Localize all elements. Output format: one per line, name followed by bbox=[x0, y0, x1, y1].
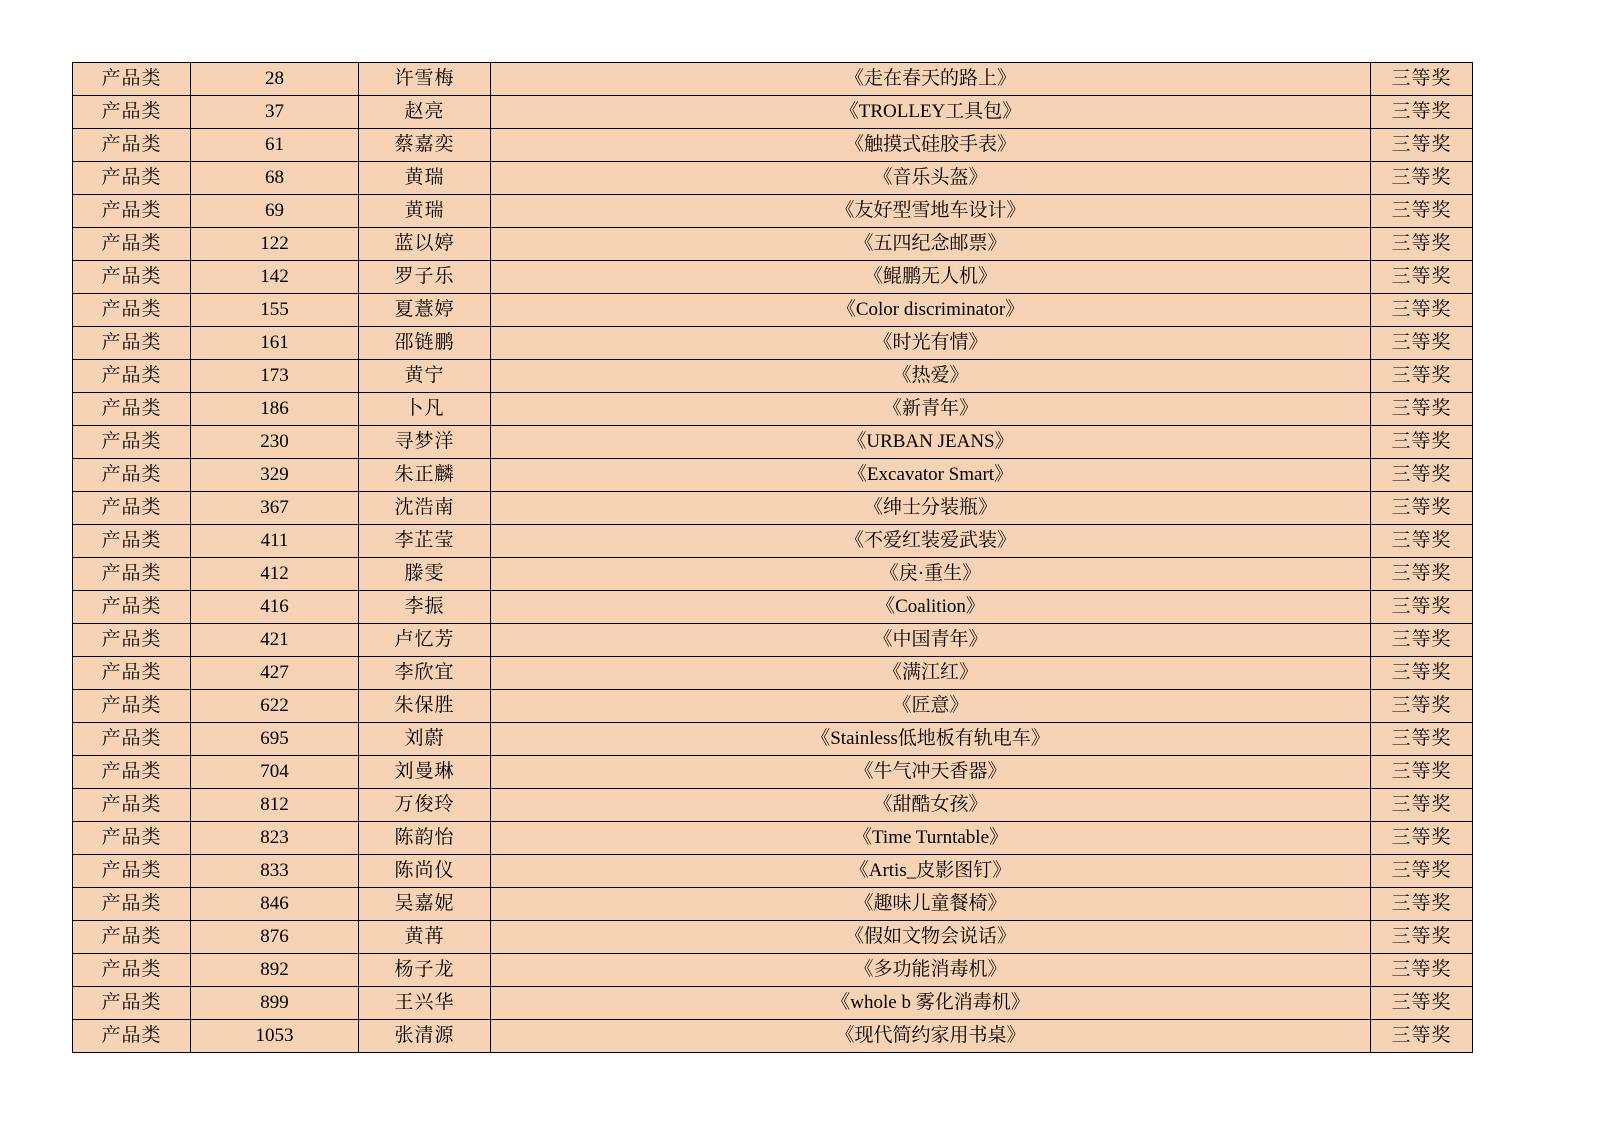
cell-author: 王兴华 bbox=[359, 987, 491, 1020]
cell-number: 173 bbox=[191, 360, 359, 393]
cell-category: 产品类 bbox=[73, 624, 191, 657]
cell-title: 《新青年》 bbox=[491, 393, 1371, 426]
table-row bbox=[73, 162, 1473, 195]
cell-award: 三等奖 bbox=[1371, 96, 1473, 129]
cell-title: 《走在春天的路上》 bbox=[491, 63, 1371, 96]
cell-award: 三等奖 bbox=[1371, 855, 1473, 888]
cell-award: 三等奖 bbox=[1371, 888, 1473, 921]
cell-title: 《多功能消毒机》 bbox=[491, 954, 1371, 987]
cell-title: 《热爱》 bbox=[491, 360, 1371, 393]
cell-title: 《时光有情》 bbox=[491, 327, 1371, 360]
cell-number: 28 bbox=[191, 63, 359, 96]
cell-number: 155 bbox=[191, 294, 359, 327]
cell-title: 《Artis_皮影图钉》 bbox=[491, 855, 1371, 888]
cell-award: 三等奖 bbox=[1371, 327, 1473, 360]
cell-author: 赵亮 bbox=[359, 96, 491, 129]
cell-category: 产品类 bbox=[73, 954, 191, 987]
cell-category: 产品类 bbox=[73, 459, 191, 492]
table-row bbox=[73, 657, 1473, 690]
table-row bbox=[73, 558, 1473, 591]
cell-award: 三等奖 bbox=[1371, 822, 1473, 855]
cell-award: 三等奖 bbox=[1371, 1020, 1473, 1053]
table-row bbox=[73, 63, 1473, 96]
cell-award: 三等奖 bbox=[1371, 492, 1473, 525]
cell-number: 876 bbox=[191, 921, 359, 954]
table-row bbox=[73, 228, 1473, 261]
table-row bbox=[73, 294, 1473, 327]
cell-number: 846 bbox=[191, 888, 359, 921]
cell-author: 李芷莹 bbox=[359, 525, 491, 558]
table-row bbox=[73, 756, 1473, 789]
cell-category: 产品类 bbox=[73, 888, 191, 921]
cell-category: 产品类 bbox=[73, 690, 191, 723]
cell-number: 142 bbox=[191, 261, 359, 294]
cell-author: 黄瑞 bbox=[359, 195, 491, 228]
table-row bbox=[73, 987, 1473, 1020]
cell-category: 产品类 bbox=[73, 558, 191, 591]
cell-category: 产品类 bbox=[73, 789, 191, 822]
cell-award: 三等奖 bbox=[1371, 459, 1473, 492]
cell-award: 三等奖 bbox=[1371, 558, 1473, 591]
cell-author: 夏薏婷 bbox=[359, 294, 491, 327]
cell-title: 《匠意》 bbox=[491, 690, 1371, 723]
table-row bbox=[73, 492, 1473, 525]
cell-author: 黄宁 bbox=[359, 360, 491, 393]
cell-number: 411 bbox=[191, 525, 359, 558]
cell-award: 三等奖 bbox=[1371, 723, 1473, 756]
cell-number: 899 bbox=[191, 987, 359, 1020]
cell-award: 三等奖 bbox=[1371, 63, 1473, 96]
award-table bbox=[72, 62, 1473, 1053]
cell-title: 《Time Turntable》 bbox=[491, 822, 1371, 855]
cell-title: 《现代简约家用书桌》 bbox=[491, 1020, 1371, 1053]
cell-author: 李欣宜 bbox=[359, 657, 491, 690]
cell-award: 三等奖 bbox=[1371, 261, 1473, 294]
cell-author: 李振 bbox=[359, 591, 491, 624]
cell-title: 《戾·重生》 bbox=[491, 558, 1371, 591]
cell-category: 产品类 bbox=[73, 492, 191, 525]
cell-category: 产品类 bbox=[73, 294, 191, 327]
cell-title: 《满江红》 bbox=[491, 657, 1371, 690]
award-table-body bbox=[73, 63, 1473, 1053]
cell-author: 蔡嘉奕 bbox=[359, 129, 491, 162]
table-row bbox=[73, 426, 1473, 459]
cell-title: 《鲲鹏无人机》 bbox=[491, 261, 1371, 294]
cell-award: 三等奖 bbox=[1371, 789, 1473, 822]
cell-author: 罗子乐 bbox=[359, 261, 491, 294]
table-row bbox=[73, 96, 1473, 129]
cell-title: 《音乐头盔》 bbox=[491, 162, 1371, 195]
cell-author: 许雪梅 bbox=[359, 63, 491, 96]
cell-author: 刘蔚 bbox=[359, 723, 491, 756]
table-row bbox=[73, 822, 1473, 855]
cell-title: 《友好型雪地车设计》 bbox=[491, 195, 1371, 228]
cell-award: 三等奖 bbox=[1371, 129, 1473, 162]
cell-number: 329 bbox=[191, 459, 359, 492]
table-row bbox=[73, 723, 1473, 756]
cell-title: 《触摸式硅胶手表》 bbox=[491, 129, 1371, 162]
table-row bbox=[73, 921, 1473, 954]
cell-number: 1053 bbox=[191, 1020, 359, 1053]
cell-title: 《不爱红装爱武装》 bbox=[491, 525, 1371, 558]
cell-number: 416 bbox=[191, 591, 359, 624]
cell-award: 三等奖 bbox=[1371, 690, 1473, 723]
cell-award: 三等奖 bbox=[1371, 294, 1473, 327]
cell-title: 《中国青年》 bbox=[491, 624, 1371, 657]
cell-number: 230 bbox=[191, 426, 359, 459]
table-row bbox=[73, 195, 1473, 228]
table-row bbox=[73, 624, 1473, 657]
cell-category: 产品类 bbox=[73, 855, 191, 888]
cell-number: 812 bbox=[191, 789, 359, 822]
cell-title: 《牛气冲天香器》 bbox=[491, 756, 1371, 789]
cell-title: 《绅士分装瓶》 bbox=[491, 492, 1371, 525]
cell-category: 产品类 bbox=[73, 162, 191, 195]
cell-award: 三等奖 bbox=[1371, 624, 1473, 657]
table-row bbox=[73, 525, 1473, 558]
cell-author: 卜凡 bbox=[359, 393, 491, 426]
cell-award: 三等奖 bbox=[1371, 360, 1473, 393]
cell-award: 三等奖 bbox=[1371, 954, 1473, 987]
cell-author: 黄苒 bbox=[359, 921, 491, 954]
table-row bbox=[73, 789, 1473, 822]
cell-author: 杨子龙 bbox=[359, 954, 491, 987]
cell-award: 三等奖 bbox=[1371, 162, 1473, 195]
cell-number: 412 bbox=[191, 558, 359, 591]
cell-category: 产品类 bbox=[73, 327, 191, 360]
cell-category: 产品类 bbox=[73, 591, 191, 624]
cell-category: 产品类 bbox=[73, 1020, 191, 1053]
cell-award: 三等奖 bbox=[1371, 756, 1473, 789]
table-row bbox=[73, 459, 1473, 492]
table-row bbox=[73, 591, 1473, 624]
cell-number: 37 bbox=[191, 96, 359, 129]
table-row bbox=[73, 690, 1473, 723]
cell-author: 陈韵怡 bbox=[359, 822, 491, 855]
cell-number: 186 bbox=[191, 393, 359, 426]
cell-author: 刘曼琳 bbox=[359, 756, 491, 789]
cell-category: 产品类 bbox=[73, 921, 191, 954]
cell-number: 421 bbox=[191, 624, 359, 657]
cell-number: 69 bbox=[191, 195, 359, 228]
cell-title: 《趣味儿童餐椅》 bbox=[491, 888, 1371, 921]
cell-title: 《Coalition》 bbox=[491, 591, 1371, 624]
cell-category: 产品类 bbox=[73, 195, 191, 228]
cell-number: 704 bbox=[191, 756, 359, 789]
cell-award: 三等奖 bbox=[1371, 657, 1473, 690]
cell-author: 张清源 bbox=[359, 1020, 491, 1053]
table-row bbox=[73, 261, 1473, 294]
cell-number: 61 bbox=[191, 129, 359, 162]
cell-number: 695 bbox=[191, 723, 359, 756]
cell-award: 三等奖 bbox=[1371, 195, 1473, 228]
cell-category: 产品类 bbox=[73, 525, 191, 558]
cell-award: 三等奖 bbox=[1371, 987, 1473, 1020]
table-row bbox=[73, 360, 1473, 393]
cell-title: 《Color discriminator》 bbox=[491, 294, 1371, 327]
cell-title: 《假如文物会说话》 bbox=[491, 921, 1371, 954]
cell-category: 产品类 bbox=[73, 756, 191, 789]
cell-title: 《Excavator Smart》 bbox=[491, 459, 1371, 492]
cell-author: 万俊玲 bbox=[359, 789, 491, 822]
cell-award: 三等奖 bbox=[1371, 228, 1473, 261]
cell-category: 产品类 bbox=[73, 96, 191, 129]
table-row bbox=[73, 1020, 1473, 1053]
cell-author: 沈浩南 bbox=[359, 492, 491, 525]
cell-category: 产品类 bbox=[73, 822, 191, 855]
cell-author: 吴嘉妮 bbox=[359, 888, 491, 921]
cell-category: 产品类 bbox=[73, 360, 191, 393]
cell-award: 三等奖 bbox=[1371, 393, 1473, 426]
award-table-container bbox=[72, 62, 1472, 1053]
cell-category: 产品类 bbox=[73, 657, 191, 690]
cell-number: 622 bbox=[191, 690, 359, 723]
cell-author: 寻梦洋 bbox=[359, 426, 491, 459]
cell-author: 蓝以婷 bbox=[359, 228, 491, 261]
cell-author: 卢忆芳 bbox=[359, 624, 491, 657]
cell-number: 122 bbox=[191, 228, 359, 261]
table-row bbox=[73, 954, 1473, 987]
cell-title: 《Stainless低地板有轨电车》 bbox=[491, 723, 1371, 756]
cell-category: 产品类 bbox=[73, 393, 191, 426]
cell-title: 《URBAN JEANS》 bbox=[491, 426, 1371, 459]
cell-number: 68 bbox=[191, 162, 359, 195]
cell-category: 产品类 bbox=[73, 723, 191, 756]
cell-category: 产品类 bbox=[73, 261, 191, 294]
cell-author: 滕雯 bbox=[359, 558, 491, 591]
cell-author: 黄瑞 bbox=[359, 162, 491, 195]
cell-category: 产品类 bbox=[73, 63, 191, 96]
cell-title: 《TROLLEY工具包》 bbox=[491, 96, 1371, 129]
cell-number: 427 bbox=[191, 657, 359, 690]
cell-category: 产品类 bbox=[73, 987, 191, 1020]
cell-number: 833 bbox=[191, 855, 359, 888]
cell-award: 三等奖 bbox=[1371, 426, 1473, 459]
cell-number: 892 bbox=[191, 954, 359, 987]
cell-award: 三等奖 bbox=[1371, 921, 1473, 954]
table-row bbox=[73, 855, 1473, 888]
cell-number: 367 bbox=[191, 492, 359, 525]
cell-category: 产品类 bbox=[73, 228, 191, 261]
cell-category: 产品类 bbox=[73, 426, 191, 459]
table-row bbox=[73, 327, 1473, 360]
table-row bbox=[73, 129, 1473, 162]
table-row bbox=[73, 888, 1473, 921]
cell-author: 陈尚仪 bbox=[359, 855, 491, 888]
cell-award: 三等奖 bbox=[1371, 525, 1473, 558]
cell-number: 161 bbox=[191, 327, 359, 360]
table-row bbox=[73, 393, 1473, 426]
cell-title: 《五四纪念邮票》 bbox=[491, 228, 1371, 261]
cell-category: 产品类 bbox=[73, 129, 191, 162]
cell-author: 朱正麟 bbox=[359, 459, 491, 492]
cell-author: 邵链鹏 bbox=[359, 327, 491, 360]
cell-number: 823 bbox=[191, 822, 359, 855]
cell-author: 朱保胜 bbox=[359, 690, 491, 723]
cell-title: 《甜酷女孩》 bbox=[491, 789, 1371, 822]
cell-award: 三等奖 bbox=[1371, 591, 1473, 624]
cell-title: 《whole b 雾化消毒机》 bbox=[491, 987, 1371, 1020]
